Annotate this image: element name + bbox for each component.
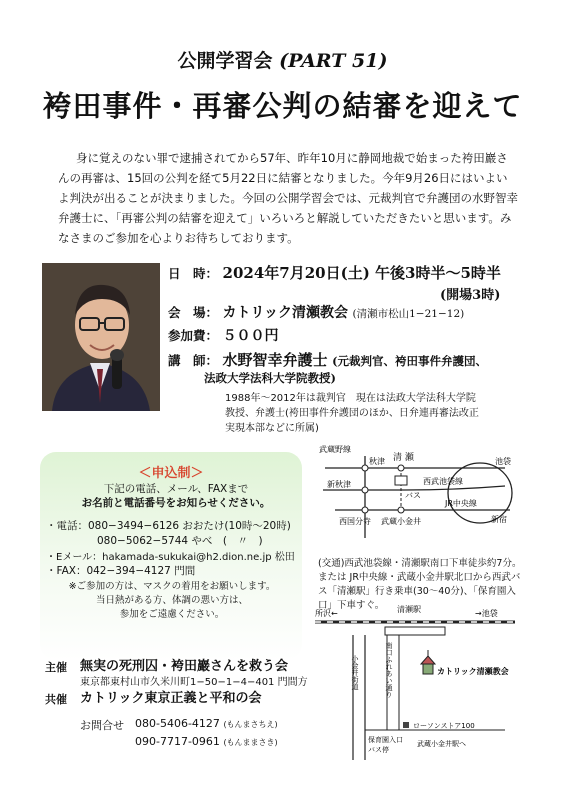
note-line-3: 参加をご遠慮ください。 xyxy=(119,609,225,620)
label-kiyose-station: 清瀬駅 xyxy=(397,605,421,614)
inquiry-1-tel[interactable]: 080-5406-4127 xyxy=(135,717,220,730)
subtitle-text: 公開学習会 xyxy=(177,50,273,72)
lecturer-bio xyxy=(225,391,515,436)
contact-fax[interactable]: ・FAX：042−394−4127 門間 xyxy=(46,565,196,577)
label-fureai-dori: 南口ふれあい通り xyxy=(385,642,393,698)
venue-address: (清瀬市松山1−21−12) xyxy=(352,308,465,320)
label-bus: バス xyxy=(405,491,421,500)
registration-box xyxy=(40,452,302,660)
label-musashino-line: 武蔵野線 xyxy=(319,445,351,454)
inquiry-2-name: (もんままさき) xyxy=(223,738,278,747)
lecturer-row xyxy=(168,349,538,370)
venue-value: カトリック清瀬教会 xyxy=(222,305,348,321)
label-to-musashikoganei: 武蔵小金井駅へ xyxy=(417,740,466,748)
fee-label: 参加費： xyxy=(168,328,219,343)
date-label: 日 時： xyxy=(168,266,219,281)
note-line-1: ※ご参加の方は、マスクの着用をお願いします。 xyxy=(68,581,276,592)
doors-open: (開場3時) xyxy=(440,288,501,303)
registration-intro xyxy=(60,482,292,510)
contact-tel-1[interactable]: ・電話：080−3494−6126 おおたけ(10時〜20時) xyxy=(46,520,291,532)
cohost-name: カトリック東京正義と平和の会 xyxy=(80,691,262,706)
label-shinakitsu: 新秋津 xyxy=(327,480,351,489)
area-map xyxy=(305,600,525,765)
inquiry-2[interactable] xyxy=(135,735,278,748)
note-line-2: 当日熱がある方、体調の悪い方は、 xyxy=(95,595,248,606)
inquiry-label: お問合せ xyxy=(80,719,124,732)
registration-line-2: お名前と電話番号をお知らせください。 xyxy=(81,497,271,509)
label-shinjuku: 新宿 xyxy=(491,515,507,524)
label-tokorozawa: 所沢← xyxy=(315,609,338,618)
label-hoikuen: 保育園入口 xyxy=(368,736,403,744)
fee-row xyxy=(168,325,279,345)
host-name: 無実の死刑囚・袴田巖さんを救う会 xyxy=(80,659,289,674)
lecturer-role-1: (元裁判官、袴田事件弁護団、 xyxy=(332,354,488,368)
inquiry-1[interactable] xyxy=(135,717,278,730)
route-map xyxy=(305,438,525,562)
label-bus-stop: バス停 xyxy=(368,746,389,754)
event-title: 袴田事件・再審公判の結審を迎えて xyxy=(42,89,523,123)
label-kokubunji: 西国分寺 xyxy=(339,517,371,526)
host-address: 東京都東村山市久米川町1−50−1−4−401 門間方 xyxy=(80,677,308,688)
host-label: 主催 xyxy=(45,661,67,674)
fee-value: ５００円 xyxy=(222,328,279,344)
event-subtitle xyxy=(0,46,565,73)
inquiry-1-name: (もんまさちえ) xyxy=(223,720,278,729)
label-to-ikebukuro: →池袋 xyxy=(475,609,498,618)
church-icon xyxy=(421,650,435,674)
label-jr-chuo: JR中央線 xyxy=(445,499,477,508)
venue-row xyxy=(168,302,538,322)
registration-line-1: 下記の電話、メール、FAXまで xyxy=(103,483,249,495)
label-ikebukuro: 池袋 xyxy=(495,457,511,466)
label-church: カトリック清瀬教会 xyxy=(437,667,509,676)
venue-label: 会 場： xyxy=(168,305,219,320)
registration-title: ＜申込制＞ xyxy=(138,466,204,481)
lecturer-name: 水野智幸弁護士 xyxy=(222,351,328,369)
part-text: (PART 51) xyxy=(279,50,388,72)
bio-line-2: 教授、弁護士(袴田事件弁護団のほか、日弁連再審法改正 xyxy=(225,408,479,419)
date-value: 2024年7月20日(土) 午後3時半〜5時半 xyxy=(222,264,501,282)
lecturer-photo xyxy=(42,263,160,411)
contact-tel-2[interactable]: 080−5062−5744 やべ ( 〃 ) xyxy=(97,535,263,547)
label-seibu-ikebukuro-line: 西武池袋線 xyxy=(423,477,463,486)
registration-notes xyxy=(52,580,292,622)
label-kogane-kaido: 小金井街道 xyxy=(351,655,359,690)
date-row xyxy=(168,262,528,283)
bio-line-3: 実現本部などに所属) xyxy=(225,423,319,434)
label-kiyose: 清 瀬 xyxy=(393,453,414,463)
intro-paragraph: 身に覚えのない罪で逮捕されてから57年、昨年10月に静岡地裁で始まった袴田巖さんの再審は、15回の公判を経て5月22日に結審となりました。今年9月26日にはいよいよ判決が出ることが決まりました。今回の公開学習会では、元裁判官で弁護団の水野智幸弁護士に、「再審公判の結審を迎えて」いろいろと解説していただきたいと思います。みなさまのご参加を心よりお待ちしております。 xyxy=(58,151,518,245)
contact-email[interactable]: ・Eメール：hakamada-sukukai@h2.dion.ne.jp 松田 xyxy=(46,552,295,563)
label-akitsu: 秋津 xyxy=(369,457,385,466)
lecturer-role-2: 法政大学法科大学院教授) xyxy=(204,371,336,385)
label-musashikoganei: 武蔵小金井 xyxy=(381,517,421,526)
bio-line-1: 1988年〜2012年は裁判官 現在は法政大学法科大学院 xyxy=(225,393,476,404)
lecturer-label: 講 師： xyxy=(168,353,219,368)
cohost-label: 共催 xyxy=(45,693,67,706)
label-lawson: ローソンストア100 xyxy=(413,722,475,730)
transit-info: (交通)西武池袋線・清瀬駅南口下車徒歩約7分。または JR中央線・武蔵小金井駅北口から西武バス「清瀬駅」行き乗車(30〜40分)、「保育園入口」下車すぐ。 xyxy=(318,558,522,611)
inquiry-2-tel[interactable]: 090-7717-0961 xyxy=(135,735,220,748)
